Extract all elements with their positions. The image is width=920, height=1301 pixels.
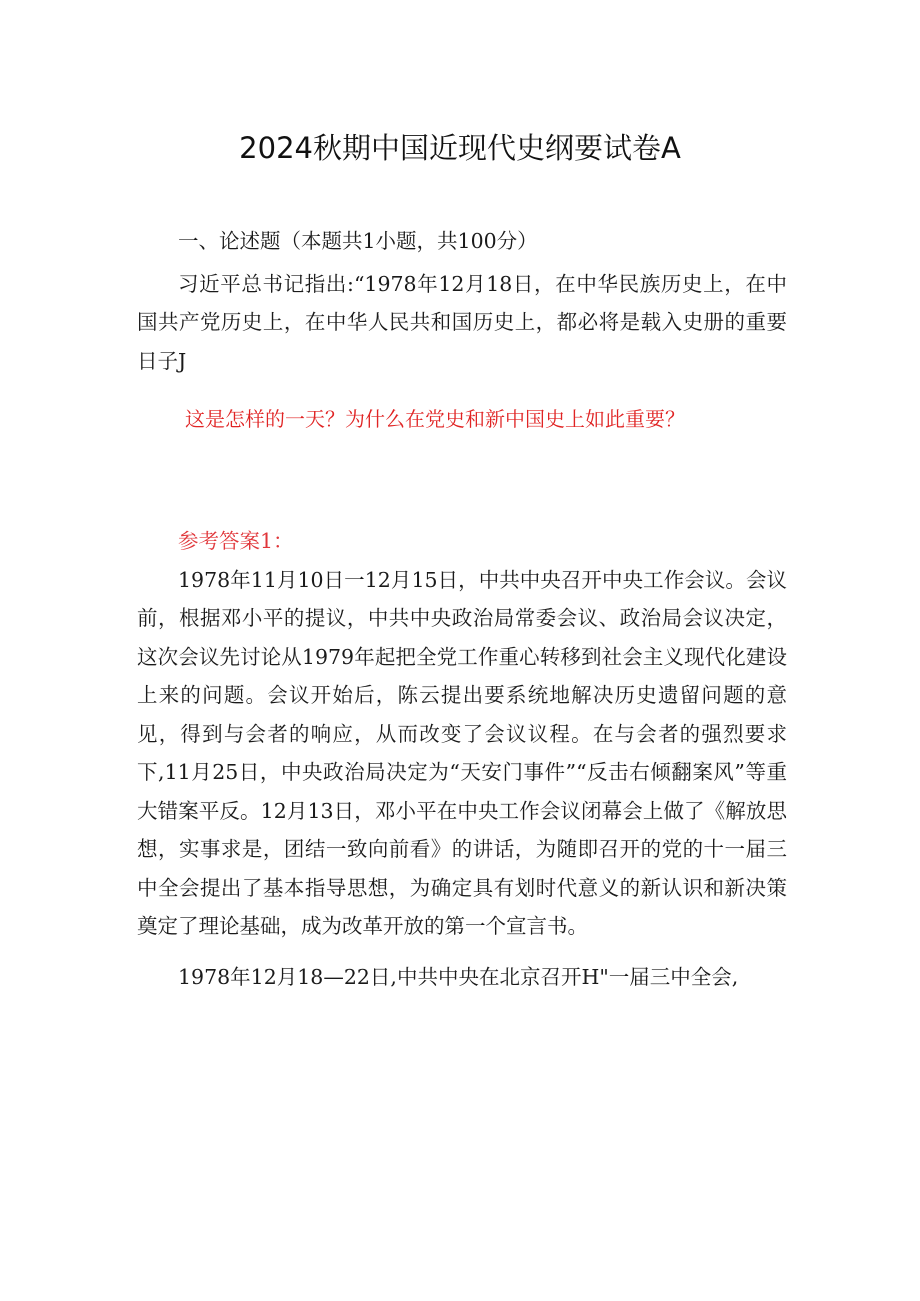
page-title: 2024秋期中国近现代史纲要试卷A: [239, 131, 681, 165]
question-quote: 习近平总书记指出:“1978年12月18日，在中华民族历史上，在中国共产党历史上，在中华人民共和国历史上，都必将是载入史册的重要日子J: [137, 271, 787, 373]
question-prompt: 这是怎样的一天？为什么在党史和新中国史上如此重要？: [185, 407, 685, 431]
document-body: [137, 222, 787, 996]
answer-paragraph-1: 1978年11月10日一12月15日，中共中央召开中央工作会议。会议前，根据邓小平的提议，中共中央政治局常委会议、政治局会议决定，这次会议先讨论从1979年起把全党工作重心转移到社会主义现代化建设上来的问题。会议开始后，陈云提出要系统地解决历史遗留问题的意见，得到与会者的响应，从而改变了会议议程。在与会者的强烈要求下,11月25日，中央政治局决定为“天安门事件”“反击右倾翻案风”等重大错案平反。12月13日，邓小平在中央工作会议闭幕会上做了《解放思想，实事求是，团结一致向前看》的讲话，为随即召开的党的十一届三中全会提出了基本指导思想，为确定具有划时代意义的新认识和新决策奠定了理论基础，成为改革开放的第一个宣言书。: [137, 567, 787, 938]
answer-paragraph-2: 1978年12月18—22日,中共中央在北京召开H"一届三中全会,: [178, 964, 739, 989]
section-heading: 一、论述题（本题共1小题，共100分）: [178, 229, 538, 253]
answer-label: 参考答案1：: [178, 529, 294, 553]
